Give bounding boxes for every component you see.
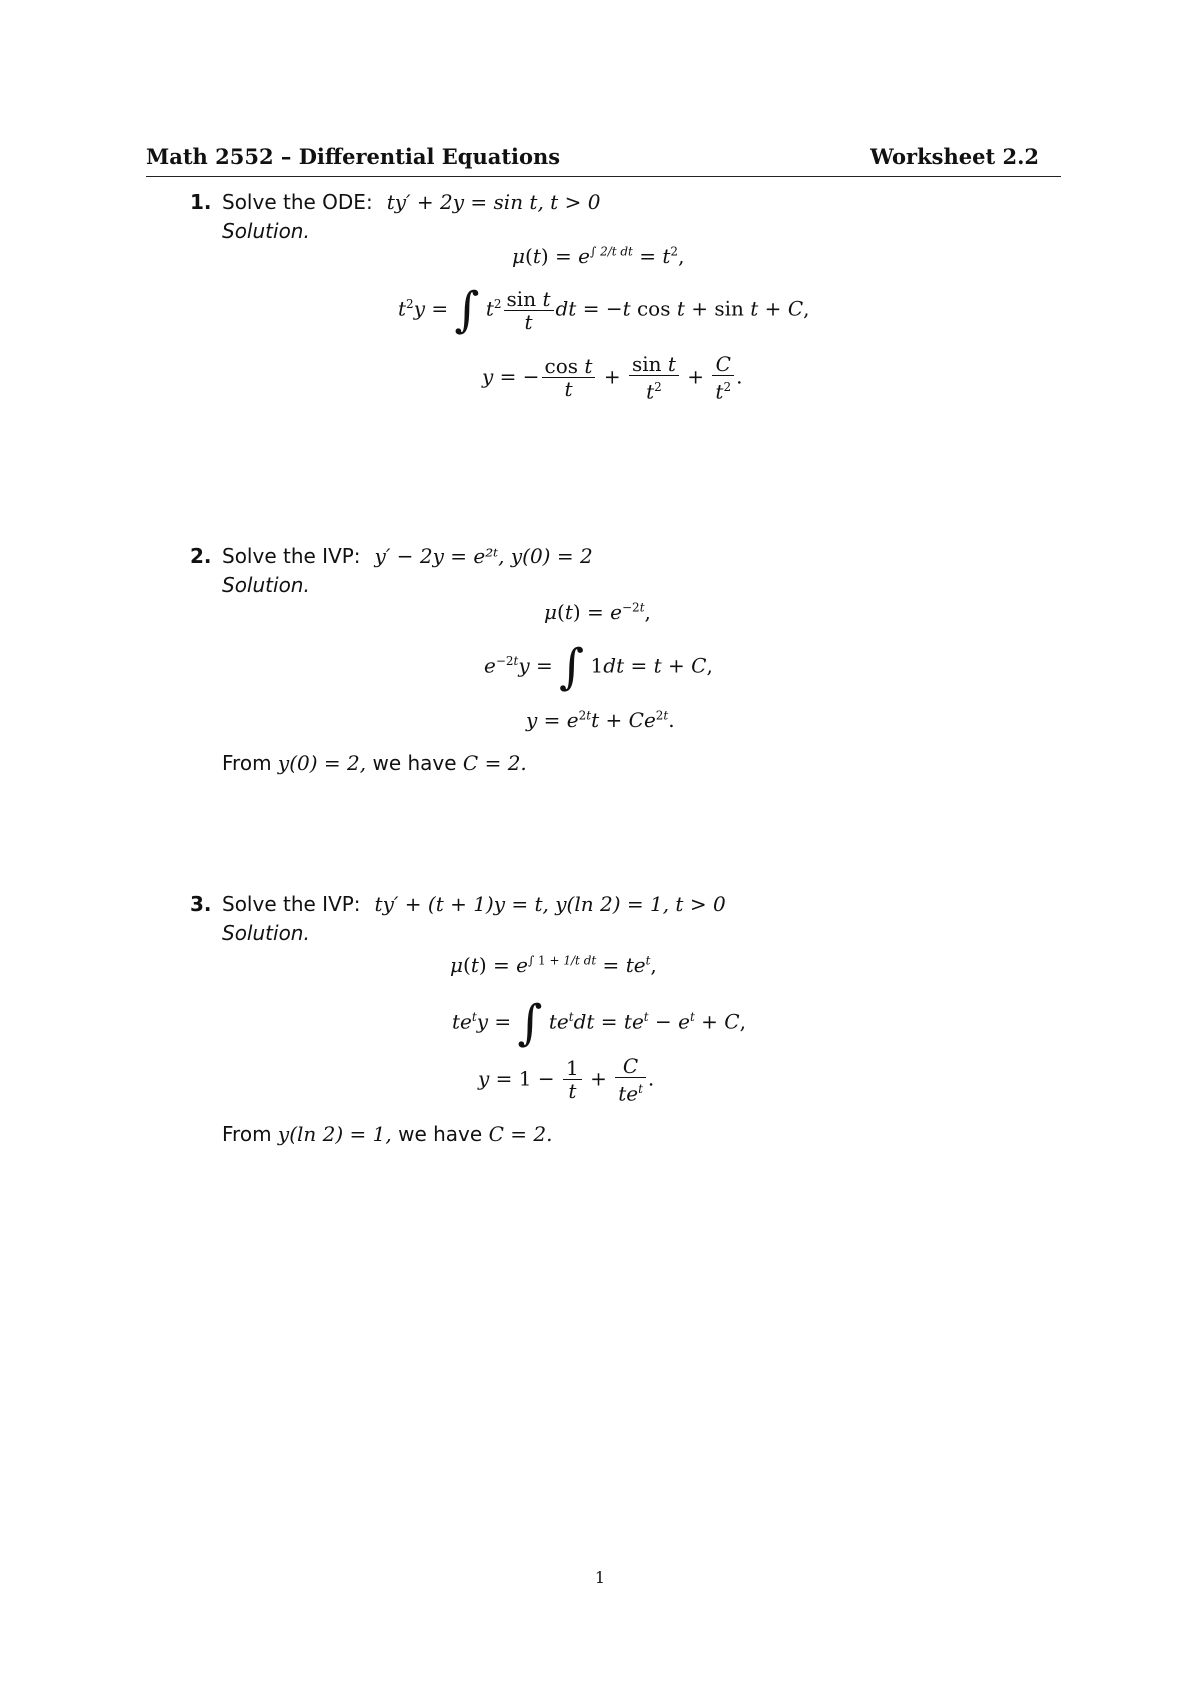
solution-label: Solution. [222,921,310,945]
problem-number: 2. [190,544,212,568]
worksheet-title: Worksheet 2.2 [870,144,1039,169]
step-integral: $te^ty$ = ∫ $te^tdt = te^t - e^t + C$, [452,995,746,1051]
step-general-solution: y = − $\frac{\text{cos t}}{t}$ + $\frac{\text{sin t}}{t^2}$ + $\frac{C}{t^2}$ . [482,352,743,404]
step-integral: $e^{-2t}y$ = ∫ 1dt = t + C, [484,639,713,695]
solution-label: Solution. [222,219,310,243]
step-integrating-factor: $\mu(t) = e^{\int 2/t dt} = t^2$, [512,244,685,268]
solution-label: Solution. [222,573,310,597]
step-integral: $t^2y$ = ∫ $t^2$ $\frac{\text{sin t}}{t}$ dt = −t cos t + sin t + C, [398,282,810,338]
page-number: 1 [594,1568,606,1587]
problem-prompt: Solve the ODE: [222,190,373,214]
problem-1 [190,187,1050,245]
problem-prompt: Solve the IVP: [222,544,361,568]
step-integrating-factor: $\mu(t) = e^{\int 1 + 1/t dt} = te^t$, [450,953,657,977]
step-integrating-factor: $\mu(t) = e^{-2t}$, [544,600,651,624]
course-title: Math 2552 – Differential Equations [146,144,561,169]
initial-condition-remark: From y(0) = 2, we have C = 2. [222,751,527,775]
problem-equation: y′ − 2y = e²ᵗ, y(0) = 2 [374,544,593,568]
problem-3 [190,889,1050,947]
problem-2 [190,541,1050,599]
problem-prompt: Solve the IVP: [222,892,361,916]
initial-condition-remark: From y(ln 2) = 1, we have C = 2. [222,1122,553,1146]
problem-number: 3. [190,892,212,916]
step-general-solution: $y = e^{2t}t + Ce^{2t}$. [526,708,675,732]
problem-equation: ty′ + (t + 1)y = t, y(ln 2) = 1, t > 0 [374,892,726,916]
page-header [146,140,1061,177]
step-general-solution: y = 1 − $\frac{1}{t}$ + $\frac{C}{te^t}$ . [478,1054,655,1106]
problem-number: 1. [190,190,212,214]
problem-equation: ty′ + 2y = sin t, t > 0 [386,190,601,214]
